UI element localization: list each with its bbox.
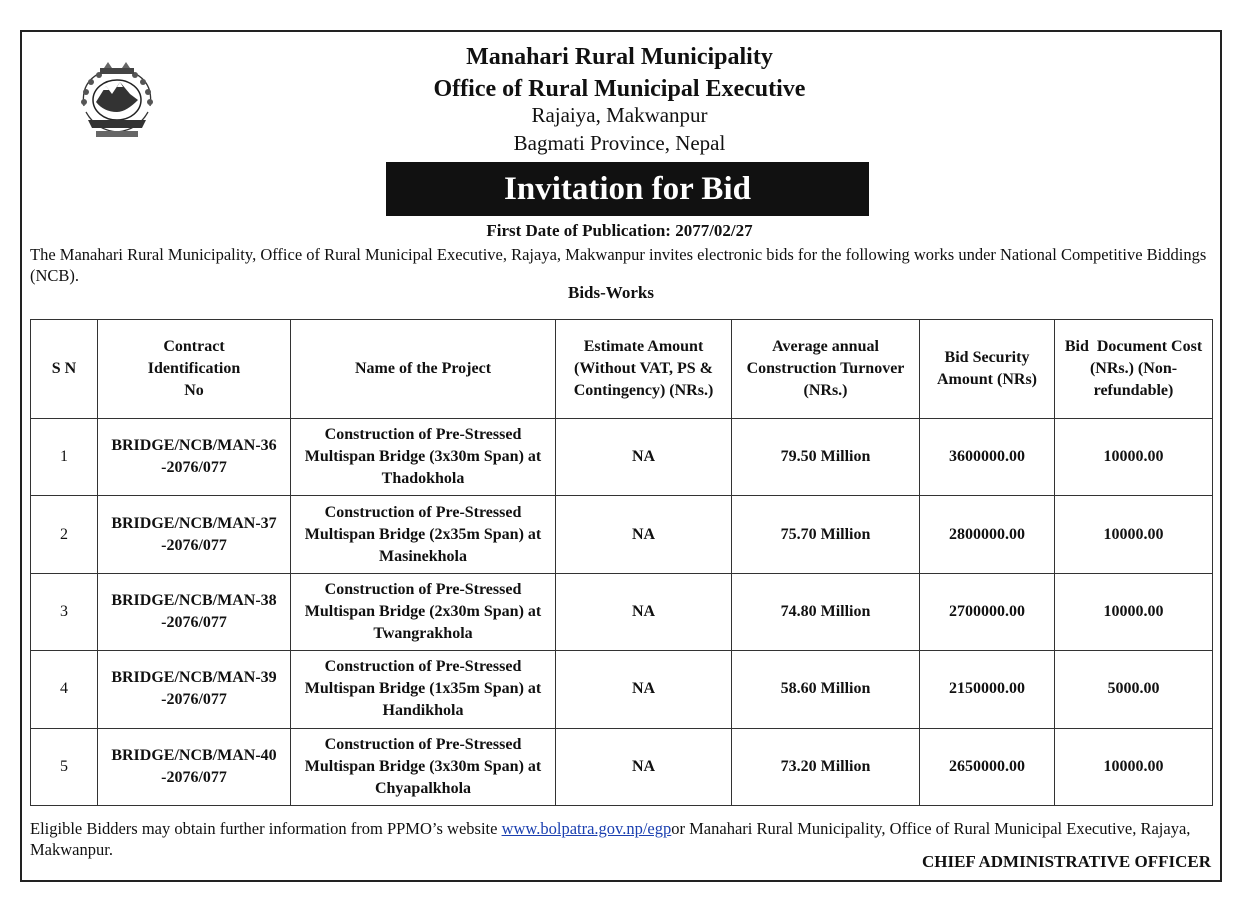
cell-contract-id-text: BRIDGE/NCB/MAN-39-2076/077	[111, 669, 277, 709]
cell-security: 3600000.00	[920, 419, 1055, 496]
table-row	[31, 496, 1213, 573]
cell-project: Construction of Pre-Stressed Multispan Bridge (3x30m Span) at Thadokhola	[291, 419, 556, 496]
cell-contract-id	[98, 419, 291, 496]
cell-estimate: NA	[556, 496, 732, 573]
cell-contract-id	[98, 496, 291, 573]
footer-text-before: Eligible Bidders may obtain further information from PPMO’s website	[30, 819, 502, 838]
cell-security: 2150000.00	[920, 651, 1055, 728]
cell-security: 2800000.00	[920, 496, 1055, 573]
table-row	[31, 728, 1213, 805]
cell-estimate: NA	[556, 419, 732, 496]
cell-doc-cost: 10000.00	[1055, 573, 1213, 650]
table-row	[31, 573, 1213, 650]
cell-turnover: 73.20 Million	[732, 728, 920, 805]
col-header-doc-cost	[1055, 320, 1213, 419]
bids-table	[30, 319, 1213, 806]
col-header-project: Name of the Project	[291, 320, 556, 419]
cell-security: 2700000.00	[920, 573, 1055, 650]
cell-sn: 4	[31, 651, 98, 728]
cell-estimate: NA	[556, 573, 732, 650]
table-header-row	[31, 320, 1213, 419]
cell-contract-id-text: BRIDGE/NCB/MAN-37-2076/077	[111, 514, 277, 554]
cell-estimate: NA	[556, 651, 732, 728]
cell-contract-id-text: BRIDGE/NCB/MAN-38-2076/077	[111, 591, 277, 631]
office-location: Rajaiya, Makwanpur	[531, 103, 708, 127]
cell-turnover: 79.50 Million	[732, 419, 920, 496]
cell-contract-id	[98, 728, 291, 805]
cell-sn: 3	[31, 573, 98, 650]
cell-turnover: 75.70 Million	[732, 496, 920, 573]
cell-security: 2650000.00	[920, 728, 1055, 805]
cell-project: Construction of Pre-Stressed Multispan Bridge (2x35m Span) at Masinekhola	[291, 496, 556, 573]
ppmo-website-link[interactable]: www.bolpatra.gov.np/egp	[501, 819, 672, 838]
cell-project: Construction of Pre-Stressed Multispan Bridge (2x30m Span) at Twangrakhola	[291, 573, 556, 650]
cell-doc-cost: 10000.00	[1055, 419, 1213, 496]
col-header-sn: S N	[31, 320, 98, 419]
office-name: Office of Rural Municipal Executive	[433, 76, 806, 102]
cell-sn: 2	[31, 496, 98, 573]
table-row	[31, 651, 1213, 728]
col-header-turnover-text: Average annual Construction Turnover (NRs.)	[746, 338, 905, 399]
cell-doc-cost: 10000.00	[1055, 728, 1213, 805]
notice-title-banner: Invitation for Bid	[386, 162, 869, 216]
footer-text-after: or Manahari Rural Municipality, Office of Rural Municipal Executive, Rajaya, Makwanpur.	[30, 819, 1191, 859]
col-header-contract-id-text: Contract Identification No	[147, 338, 241, 399]
signatory: CHIEF ADMINISTRATIVE OFFICER	[921, 852, 1211, 871]
cell-contract-id	[98, 651, 291, 728]
col-header-security: Bid Security Amount (NRs)	[920, 320, 1055, 419]
cell-sn: 1	[31, 419, 98, 496]
cell-contract-id-text: BRIDGE/NCB/MAN-36-2076/077	[111, 437, 277, 477]
section-title: Bids-Works	[568, 283, 654, 302]
cell-project: Construction of Pre-Stressed Multispan Bridge (3x30m Span) at Chyapalkhola	[291, 728, 556, 805]
cell-contract-id	[98, 573, 291, 650]
cell-turnover: 74.80 Million	[732, 573, 920, 650]
org-name: Manahari Rural Municipality	[466, 44, 773, 70]
office-province: Bagmati Province, Nepal	[513, 131, 726, 155]
intro-paragraph: The Manahari Rural Municipality, Office of Rural Municipal Executive, Rajaya, Makwanpur invites electronic bids for the following works under National Competitive Biddings (NCB).	[30, 245, 1207, 285]
cell-project: Construction of Pre-Stressed Multispan Bridge (1x35m Span) at Handikhola	[291, 651, 556, 728]
col-header-contract-id	[98, 320, 291, 419]
cell-doc-cost: 5000.00	[1055, 651, 1213, 728]
cell-turnover: 58.60 Million	[732, 651, 920, 728]
col-header-estimate: Estimate Amount (Without VAT, PS & Contingency) (NRs.)	[556, 320, 732, 419]
cell-contract-id-text: BRIDGE/NCB/MAN-40-2076/077	[111, 746, 277, 786]
cell-estimate: NA	[556, 728, 732, 805]
col-header-doc-cost-text: Bid Document Cost (NRs.) (Non-refundable)	[1064, 338, 1207, 399]
table-row	[31, 419, 1213, 496]
cell-sn: 5	[31, 728, 98, 805]
cell-doc-cost: 10000.00	[1055, 496, 1213, 573]
publication-date: First Date of Publication: 2077/02/27	[486, 221, 753, 240]
col-header-turnover	[732, 320, 920, 419]
